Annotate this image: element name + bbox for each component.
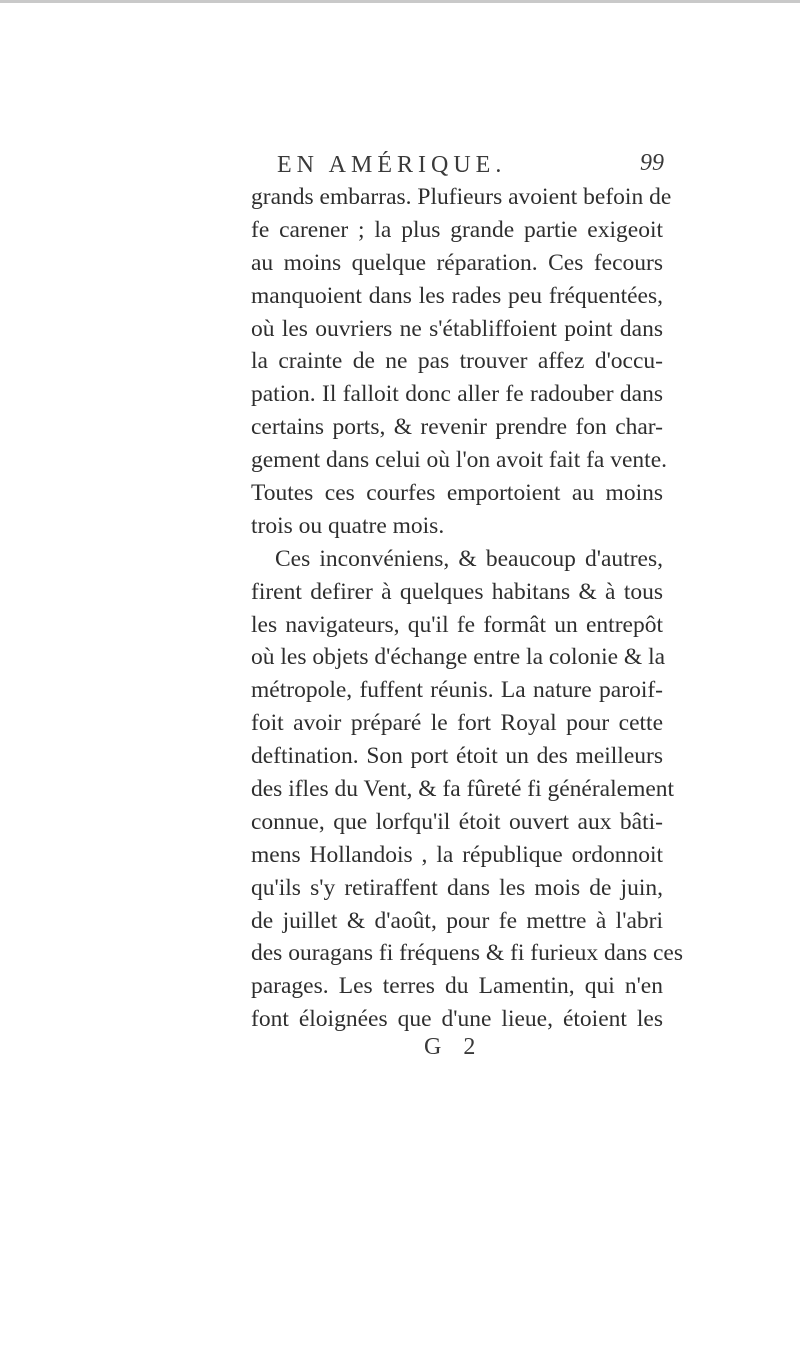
text-line: pation. Il falloit donc aller fe radouber dans xyxy=(251,381,663,408)
text-line: de juillet & d'août, pour fe mettre à l'abri xyxy=(251,907,663,934)
text-line: la crainte de ne pas trouver affez d'occu- xyxy=(251,348,663,375)
text-line: les navigateurs, qu'il fe formât un entrepôt xyxy=(251,611,663,638)
text-line: gement dans celui où l'on avoit fait fa vente. xyxy=(251,447,668,474)
text-line: des ifles du Vent, & fa fûreté fi généralement xyxy=(251,776,675,803)
text-line: grands embarras. Plufieurs avoient befoin de xyxy=(251,184,672,210)
text-line: fe carener ; la plus grande partie exigeoit xyxy=(251,216,663,243)
text-line: trois ou quatre mois. xyxy=(251,512,445,539)
text-line: certains ports, & revenir prendre fon char- xyxy=(251,414,663,441)
text-line: où les ouvriers ne s'établiffoient point dans xyxy=(251,315,663,342)
text-line: des ouragans fi fréquens & fi furieux dans ces xyxy=(251,940,683,967)
running-head: EN AMÉRIQUE. xyxy=(277,152,507,178)
text-line: mens Hollandois , la république ordonnoit xyxy=(251,841,663,868)
text-line: font éloignées que d'une lieue, étoient les xyxy=(251,1006,663,1033)
text-line: métropole, fuffent réunis. La nature paroif- xyxy=(251,677,663,704)
text-line: foit avoir préparé le fort Royal pour cette xyxy=(251,710,663,737)
text-line: connue, que lorfqu'il étoit ouvert aux bâti- xyxy=(251,808,663,835)
scan-top-edge xyxy=(0,0,800,3)
page-number: 99 xyxy=(640,150,664,176)
text-line: Ces inconvéniens, & beaucoup d'autres, xyxy=(275,545,663,572)
text-line: manquoient dans les rades peu fréquentées, xyxy=(251,282,663,309)
text-line: parages. Les terres du Lamentin, qui n'en xyxy=(251,973,663,1000)
text-line: qu'ils s'y retiraffent dans les mois de juin, xyxy=(251,874,663,901)
text-line: où les objets d'échange entre la colonie & la xyxy=(251,644,666,671)
text-line: au moins quelque réparation. Ces fecours xyxy=(251,249,663,276)
signature-mark: G 2 xyxy=(424,1034,484,1060)
body-text xyxy=(251,181,683,1036)
text-line: deftination. Son port étoit un des meilleurs xyxy=(251,743,663,770)
text-line: firent defirer à quelques habitans & à tous xyxy=(251,578,663,605)
text-line: Toutes ces courfes emportoient au moins xyxy=(251,480,663,507)
